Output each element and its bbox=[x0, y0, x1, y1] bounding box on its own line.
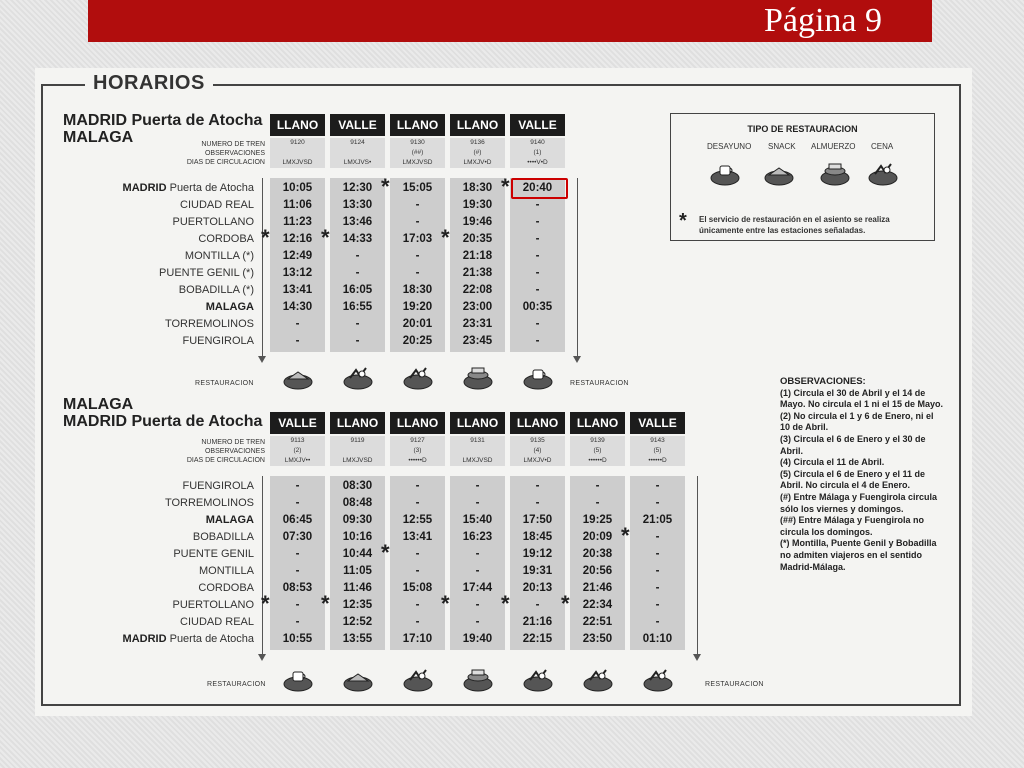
time-cell: 23:00 bbox=[462, 301, 493, 313]
asterisk-icon: * bbox=[501, 591, 510, 616]
time-cell: 22:51 bbox=[582, 616, 613, 628]
time-cell: 12:16 bbox=[282, 233, 313, 245]
station-name: MONTILLA bbox=[198, 565, 254, 577]
time-cell: - bbox=[295, 318, 300, 330]
train-num: 9135 bbox=[530, 437, 545, 444]
page-number: Página 9 bbox=[763, 2, 882, 39]
observacion-item: (##) Entre Málaga y Fuengirola no circula los domingos. bbox=[780, 515, 925, 537]
station-name: BOBADILLA bbox=[192, 531, 254, 543]
train-meta bbox=[390, 436, 445, 466]
train-type-header: LLANO bbox=[270, 114, 325, 136]
time-cell: - bbox=[595, 497, 600, 509]
time-cell: 17:50 bbox=[522, 514, 553, 526]
asterisk-icon: * bbox=[621, 523, 630, 548]
station-name: TORREMOLINOS bbox=[164, 497, 254, 509]
highlighted-time bbox=[511, 178, 568, 199]
time-cell: 10:05 bbox=[282, 182, 313, 194]
almuerzo-icon bbox=[462, 364, 494, 395]
station-name: PUENTE GENIL (*) bbox=[159, 267, 254, 279]
time-cell: 12:30 bbox=[342, 182, 373, 194]
arrow-down-icon bbox=[258, 654, 266, 661]
inbound-dest: MADRID Puerta de Atocha bbox=[63, 413, 263, 430]
time-cell: 17:44 bbox=[462, 582, 493, 594]
time-cell: 13:55 bbox=[342, 633, 373, 645]
time-cell: - bbox=[655, 616, 660, 628]
train-type-header: LLANO bbox=[570, 412, 625, 434]
train-meta bbox=[630, 436, 685, 466]
legend-cena: CENA bbox=[871, 142, 894, 151]
train-type-header: VALLE bbox=[330, 114, 385, 136]
train-meta bbox=[510, 436, 565, 466]
time-cell: 01:10 bbox=[642, 633, 673, 645]
time-cell: 21:38 bbox=[462, 267, 493, 279]
cena-icon bbox=[402, 666, 434, 697]
time-cell: 21:46 bbox=[582, 582, 613, 594]
train-days: LMXJVSD bbox=[342, 457, 373, 464]
time-cell: - bbox=[655, 497, 660, 509]
asterisk-icon: * bbox=[501, 174, 510, 199]
time-cell: 08:48 bbox=[342, 497, 373, 509]
time-cell: 23:31 bbox=[462, 318, 493, 330]
time-cell: 15:05 bbox=[402, 182, 433, 194]
restauracion-legend bbox=[670, 113, 935, 241]
time-cell: - bbox=[535, 480, 540, 492]
time-cell: 20:25 bbox=[402, 335, 433, 347]
time-cell: 21:16 bbox=[522, 616, 553, 628]
time-cell: - bbox=[535, 284, 540, 296]
train-meta bbox=[510, 138, 565, 168]
train-type-header: LLANO bbox=[390, 412, 445, 434]
time-cell: - bbox=[655, 565, 660, 577]
train-type-header: VALLE bbox=[510, 114, 565, 136]
time-cell: - bbox=[535, 199, 540, 211]
time-cell: - bbox=[475, 480, 480, 492]
time-cell: 18:30 bbox=[402, 284, 433, 296]
snack-icon bbox=[342, 666, 374, 697]
time-cell: 12:52 bbox=[342, 616, 373, 628]
outbound-dest: MALAGA bbox=[63, 129, 134, 146]
time-cell: 15:40 bbox=[462, 514, 493, 526]
train-meta bbox=[270, 138, 325, 168]
direction-line bbox=[262, 476, 263, 654]
snack-icon bbox=[282, 364, 314, 395]
train-num: 9130 bbox=[410, 139, 425, 146]
cena-icon bbox=[522, 666, 554, 697]
time-cell: - bbox=[475, 565, 480, 577]
time-cell: - bbox=[535, 318, 540, 330]
train-meta bbox=[330, 138, 385, 168]
legend-title: TIPO DE RESTAURACION bbox=[747, 124, 858, 134]
time-cell: 17:10 bbox=[402, 633, 433, 645]
time-cell: - bbox=[355, 267, 360, 279]
train-num: 9113 bbox=[290, 437, 305, 444]
time-cell: 10:16 bbox=[342, 531, 373, 543]
train-obs bbox=[330, 148, 385, 158]
train-meta bbox=[570, 436, 625, 466]
direction-line bbox=[697, 476, 698, 654]
station-name: FUENGIROLA bbox=[182, 335, 254, 347]
time-cell: 19:20 bbox=[402, 301, 433, 313]
time-cell: - bbox=[415, 250, 420, 262]
observacion-item: (*) Montilla, Puente Genil y Bobadilla no admiten viajeros en el sentido Madrid-Málaga. bbox=[780, 538, 937, 572]
time-cell: - bbox=[415, 497, 420, 509]
time-cell: 14:33 bbox=[342, 233, 373, 245]
time-cell: 19:40 bbox=[462, 633, 493, 645]
observacion-item: (3) Circula el 6 de Enero y el 30 de Abril. bbox=[780, 433, 926, 456]
restauracion-label-left-top: RESTAURACION bbox=[195, 380, 254, 387]
asterisk-icon: * bbox=[261, 591, 270, 616]
inbound-route-title bbox=[63, 396, 262, 430]
train-obs: (4) bbox=[533, 447, 542, 454]
time-cell: 21:05 bbox=[642, 514, 673, 526]
time-cell: 10:44 bbox=[342, 548, 373, 560]
time-cell: - bbox=[535, 216, 540, 228]
train-days: ••••••D bbox=[648, 457, 667, 464]
train-type-header: VALLE bbox=[270, 412, 325, 434]
train-days: LMXJVSD bbox=[462, 457, 493, 464]
time-cell: - bbox=[415, 267, 420, 279]
station-name bbox=[64, 512, 254, 529]
time-cell: - bbox=[655, 582, 660, 594]
train-days: LMXJV•D bbox=[523, 457, 552, 464]
time-cell: 09:30 bbox=[342, 514, 373, 526]
observacion-item: (5) Circula el 6 de Enero y el 11 de Abril. No circula el 4 de Enero. bbox=[780, 468, 926, 491]
outbound-origin: MADRID Puerta de Atocha bbox=[63, 112, 263, 129]
time-cell: 00:35 bbox=[522, 301, 553, 313]
time-cell: 12:55 bbox=[402, 514, 433, 526]
time-cell: 22:15 bbox=[522, 633, 553, 645]
train-days: ••••••D bbox=[408, 457, 427, 464]
time-cell: 15:08 bbox=[402, 582, 433, 594]
time-cell: 19:25 bbox=[582, 514, 613, 526]
station-name-bold: MALAGA bbox=[205, 514, 254, 526]
time-cell: - bbox=[535, 233, 540, 245]
cena-icon bbox=[342, 364, 374, 395]
cena-icon bbox=[642, 666, 674, 697]
legend-desayuno: DESAYUNO bbox=[707, 142, 752, 151]
train-days: ••••V•D bbox=[527, 159, 548, 166]
station-name-rest: Puerta de Atocha bbox=[166, 182, 254, 194]
asterisk-icon: * bbox=[261, 225, 270, 250]
asterisk-icon: * bbox=[441, 225, 450, 250]
train-days: LMXJVSD bbox=[282, 159, 313, 166]
snack-icon bbox=[763, 160, 795, 191]
train-obs: (2) bbox=[293, 447, 302, 454]
time-cell: - bbox=[295, 497, 300, 509]
observacion-item: (2) No circula el 1 y 6 de Enero, ni el 10 de Abril. bbox=[780, 410, 934, 433]
train-num: 9119 bbox=[350, 437, 365, 444]
time-cell: 13:41 bbox=[282, 284, 313, 296]
train-num: 9120 bbox=[290, 139, 305, 146]
station-name-bold: MADRID bbox=[122, 182, 167, 194]
time-cell: 18:30 bbox=[462, 182, 493, 194]
time-cell: - bbox=[295, 335, 300, 347]
train-num: 9139 bbox=[590, 437, 605, 444]
train-obs: (5) bbox=[593, 447, 602, 454]
time-cell: - bbox=[295, 480, 300, 492]
direction-line bbox=[577, 178, 578, 356]
page-banner bbox=[88, 0, 932, 42]
station-name: CORDOBA bbox=[198, 582, 254, 594]
time-cell: - bbox=[655, 480, 660, 492]
asterisk-icon: * bbox=[441, 591, 450, 616]
train-obs bbox=[450, 446, 505, 456]
train-type-header: LLANO bbox=[330, 412, 385, 434]
train-num: 9136 bbox=[470, 139, 485, 146]
time-cell: 13:30 bbox=[342, 199, 373, 211]
arrow-down-icon bbox=[258, 356, 266, 363]
restauracion-label-left-bottom: RESTAURACION bbox=[207, 681, 266, 688]
desayuno-icon bbox=[282, 666, 314, 697]
restauracion-label-right-bottom: RESTAURACION bbox=[705, 681, 764, 688]
time-cell: 19:31 bbox=[522, 565, 553, 577]
time-cell: 18:45 bbox=[522, 531, 553, 543]
train-type-header: LLANO bbox=[390, 114, 445, 136]
train-days: LMXJV•• bbox=[284, 457, 311, 464]
time-cell: - bbox=[355, 318, 360, 330]
inbound-origin: MALAGA bbox=[63, 396, 134, 413]
time-cell: - bbox=[295, 548, 300, 560]
time-cell: - bbox=[655, 548, 660, 560]
station-name: CORDOBA bbox=[198, 233, 254, 245]
asterisk-icon: * bbox=[321, 225, 330, 250]
train-obs: (1) bbox=[533, 149, 542, 156]
train-obs bbox=[330, 446, 385, 456]
time-cell: - bbox=[415, 216, 420, 228]
time-cell: 23:50 bbox=[582, 633, 613, 645]
cena-icon bbox=[582, 666, 614, 697]
time-cell: 12:49 bbox=[282, 250, 313, 262]
train-meta bbox=[450, 138, 505, 168]
station-name-bold: MALAGA bbox=[205, 301, 254, 313]
train-type-header: VALLE bbox=[630, 412, 685, 434]
time-cell: - bbox=[415, 616, 420, 628]
station-name: CIUDAD REAL bbox=[180, 616, 254, 628]
time-cell: - bbox=[655, 599, 660, 611]
time-cell: 14:30 bbox=[282, 301, 313, 313]
time-cell: 11:23 bbox=[283, 216, 312, 228]
time-cell: - bbox=[535, 335, 540, 347]
time-cell: 16:55 bbox=[342, 301, 373, 313]
time-cell: - bbox=[295, 616, 300, 628]
train-obs bbox=[270, 148, 325, 158]
train-obs: (##) bbox=[411, 149, 424, 156]
time-cell: 16:23 bbox=[462, 531, 493, 543]
time-cell: 20:56 bbox=[582, 565, 613, 577]
timetable-title: HORARIOS bbox=[85, 72, 213, 95]
desayuno-icon bbox=[709, 160, 741, 191]
time-cell: 19:30 bbox=[462, 199, 493, 211]
time-cell: 17:03 bbox=[402, 233, 433, 245]
station-name: PUERTOLLANO bbox=[172, 216, 254, 228]
time-cell: 20:09 bbox=[582, 531, 613, 543]
time-cell: 19:12 bbox=[522, 548, 553, 560]
asterisk-icon: * bbox=[381, 540, 390, 565]
time-cell: 20:35 bbox=[462, 233, 493, 245]
observaciones bbox=[780, 376, 945, 573]
train-days: LMXJVSD bbox=[402, 159, 433, 166]
time-cell: 23:45 bbox=[462, 335, 493, 347]
time-cell: 22:08 bbox=[462, 284, 493, 296]
time-cell: - bbox=[535, 267, 540, 279]
time-cell: 13:41 bbox=[402, 531, 433, 543]
time-cell: 20:01 bbox=[402, 318, 433, 330]
time-cell: - bbox=[415, 480, 420, 492]
direction-line bbox=[262, 178, 263, 356]
time-cell: - bbox=[415, 599, 420, 611]
cena-icon bbox=[402, 364, 434, 395]
time-cell: 12:35 bbox=[342, 599, 373, 611]
train-type-header: LLANO bbox=[450, 412, 505, 434]
time-cell: 11:46 bbox=[343, 582, 372, 594]
station-name: BOBADILLA (*) bbox=[178, 284, 254, 296]
station-name: PUERTOLLANO bbox=[172, 599, 254, 611]
time-cell: 19:46 bbox=[462, 216, 493, 228]
cena-icon bbox=[867, 160, 899, 191]
train-meta bbox=[270, 436, 325, 466]
train-meta bbox=[450, 436, 505, 466]
asterisk-icon: * bbox=[561, 591, 570, 616]
time-cell: - bbox=[295, 565, 300, 577]
timetable-sheet bbox=[35, 68, 972, 716]
train-num: 9127 bbox=[410, 437, 425, 444]
time-cell: 20:13 bbox=[522, 582, 553, 594]
time-cell: 11:06 bbox=[283, 199, 312, 211]
observaciones-title: OBSERVACIONES: bbox=[780, 376, 866, 387]
train-obs: (#) bbox=[473, 149, 482, 156]
time-cell: - bbox=[475, 616, 480, 628]
station-name: TORREMOLINOS bbox=[164, 318, 254, 330]
train-num: 9140 bbox=[530, 139, 545, 146]
station-name bbox=[64, 299, 254, 316]
legend-note: El servicio de restauración en el asiento se realiza únicamente entre las estaciones señaladas. bbox=[699, 215, 890, 235]
time-cell: 21:18 bbox=[462, 250, 493, 262]
asterisk-icon: * bbox=[321, 591, 330, 616]
almuerzo-icon bbox=[462, 666, 494, 697]
time-cell: - bbox=[415, 565, 420, 577]
time-cell: - bbox=[415, 548, 420, 560]
almuerzo-icon bbox=[819, 160, 851, 191]
station-name: FUENGIROLA bbox=[182, 480, 254, 492]
train-meta bbox=[330, 436, 385, 466]
time-cell: 20:38 bbox=[582, 548, 613, 560]
observacion-item: (4) Circula el 11 de Abril. bbox=[780, 457, 885, 468]
asterisk-icon: * bbox=[381, 174, 390, 199]
time-cell: 06:45 bbox=[282, 514, 313, 526]
observacion-item: (1) Circula el 30 de Abril y el 14 de Mayo. No circula el 1 ni el 15 de Mayo. bbox=[780, 387, 944, 410]
station-name bbox=[64, 180, 254, 197]
train-days: LMXJVS• bbox=[343, 159, 372, 166]
time-cell: - bbox=[415, 199, 420, 211]
time-cell: - bbox=[475, 497, 480, 509]
station-name-bold: MADRID bbox=[122, 633, 167, 645]
train-type-header: LLANO bbox=[450, 114, 505, 136]
train-type-header: LLANO bbox=[510, 412, 565, 434]
train-days: ••••••D bbox=[588, 457, 607, 464]
time-cell: - bbox=[355, 335, 360, 347]
train-num: 9131 bbox=[470, 437, 485, 444]
train-num: 9124 bbox=[350, 139, 365, 146]
station-name: MONTILLA (*) bbox=[184, 250, 254, 262]
restauracion-label-right-top: RESTAURACION bbox=[570, 380, 629, 387]
time-cell: 07:30 bbox=[282, 531, 313, 543]
time-cell: 16:05 bbox=[342, 284, 373, 296]
station-name: CIUDAD REAL bbox=[180, 199, 254, 211]
time-cell: - bbox=[475, 548, 480, 560]
time-cell: 20:40 bbox=[522, 182, 553, 194]
time-cell: - bbox=[535, 599, 540, 611]
desayuno-icon bbox=[522, 364, 554, 395]
legend-almuerzo: ALMUERZO bbox=[811, 142, 856, 151]
outbound-meta-labels: NUMERO DE TREN OBSERVACIONES DIAS DE CIRCULACION bbox=[186, 141, 265, 166]
time-cell: - bbox=[535, 250, 540, 262]
station-name-rest: Puerta de Atocha bbox=[166, 633, 254, 645]
time-cell: - bbox=[535, 497, 540, 509]
train-num: 9143 bbox=[650, 437, 665, 444]
time-cell: 13:46 bbox=[342, 216, 373, 228]
inbound-meta-labels: NUMERO DE TREN OBSERVACIONES DIAS DE CIRCULACION bbox=[186, 439, 265, 464]
time-cell: 11:05 bbox=[343, 565, 372, 577]
arrow-down-icon bbox=[573, 356, 581, 363]
time-cell: - bbox=[475, 599, 480, 611]
time-cell: - bbox=[595, 480, 600, 492]
train-meta bbox=[390, 138, 445, 168]
legend-snack: SNACK bbox=[768, 142, 796, 151]
time-cell: - bbox=[355, 250, 360, 262]
station-name: PUENTE GENIL bbox=[173, 548, 254, 560]
time-cell: 13:12 bbox=[282, 267, 313, 279]
time-cell: 22:34 bbox=[582, 599, 613, 611]
time-cell: - bbox=[295, 599, 300, 611]
train-obs: (5) bbox=[653, 447, 662, 454]
observacion-item: (#) Entre Málaga y Fuengirola circula sólo los viernes y domingos. bbox=[780, 491, 938, 514]
station-name bbox=[64, 631, 254, 648]
arrow-down-icon bbox=[693, 654, 701, 661]
asterisk-icon: * bbox=[679, 210, 687, 232]
time-cell: 08:53 bbox=[282, 582, 313, 594]
train-obs: (3) bbox=[413, 447, 422, 454]
time-cell: - bbox=[655, 531, 660, 543]
time-cell: 10:55 bbox=[282, 633, 313, 645]
train-days: LMXJV•D bbox=[463, 159, 492, 166]
time-cell: 08:30 bbox=[342, 480, 373, 492]
